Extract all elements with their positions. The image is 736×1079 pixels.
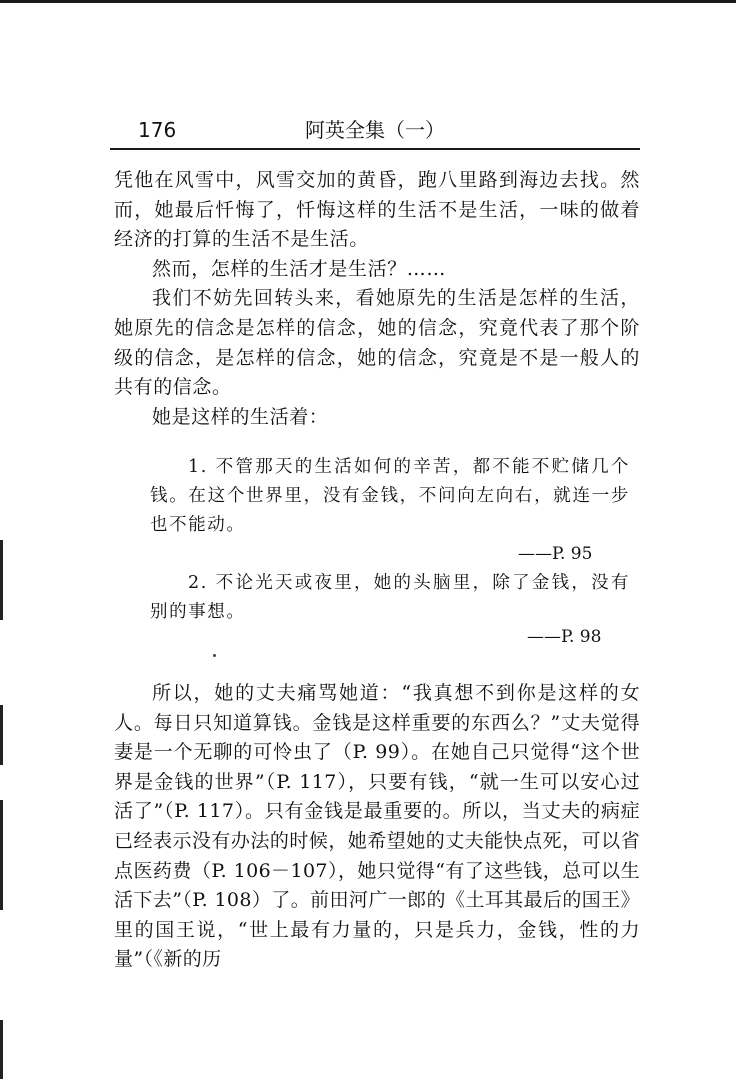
- paragraph: 我们不妨先回转头来，看她原先的生活是怎样的生活，她原先的信念是怎样的信念，她的信念，究竟代表了那个阶级的信念，是怎样的信念，她的信念，究竟是不是一般人的共有的信念。: [114, 287, 640, 399]
- quote-citation: ——P. 98: [527, 627, 602, 647]
- header-rule: [110, 148, 640, 150]
- block-quote: [150, 453, 630, 540]
- paragraph: 然而，怎样的生活才是生活？……: [152, 257, 447, 280]
- quote-text: 2. 不论光天或夜里，她的头脑里，除了金钱，没有别的事想。: [150, 573, 630, 622]
- scan-margin-mark: [0, 540, 3, 620]
- paragraph: 所以，她的丈夫痛骂她道：“我真想不到你是这样的女人。每日只知道算钱。金钱是这样重要的东西么？”丈夫觉得妻是一个无聊的可怜虫了（P. 99）。在她自己只觉得“这个世界是金钱的世界”（P. 117），只要有钱，“就一生可以安心过活了”（P. 117）。只有金钱是最重要的。所以，当丈夫的病症已经表示没有办法的时候，她希望她的丈夫能快点死，可以省点医药费（P. 106－107），她只觉得“有了这些钱，总可以生活下去”（P. 108）了。前田河广一郎的《土耳其最后的国王》里的国王说，“世上最有力量的，只是兵力，金钱，性的力量”（《新的历: [114, 682, 640, 971]
- scan-margin-mark: [0, 1020, 3, 1079]
- scan-margin-mark: [0, 705, 3, 765]
- scan-speck: [213, 654, 216, 657]
- scan-top-edge: [0, 0, 736, 3]
- block-quote: [150, 569, 630, 627]
- quote-citation: ——P. 95: [518, 544, 593, 564]
- quote-text: 1. 不管那天的生活如何的辛苦，都不能不贮储几个钱。在这个世界里，没有金钱，不问向左向右，就连一步也不能动。: [150, 457, 630, 535]
- running-title: 阿英全集（一）: [305, 118, 445, 142]
- paragraph: 她是这样的生活着：: [152, 405, 329, 428]
- page-number: 176: [138, 118, 177, 142]
- body-text-bottom: [114, 679, 640, 975]
- paragraph: 凭他在风雪中，风雪交加的黄昏，跑八里路到海边去找。然而，她最后忏悔了，忏悔这样的生活不是生活，一味的做着经济的打算的生活不是生活。: [114, 169, 640, 251]
- page-header: [110, 118, 640, 150]
- body-text-top: [114, 166, 640, 432]
- scan-margin-mark: [0, 800, 3, 910]
